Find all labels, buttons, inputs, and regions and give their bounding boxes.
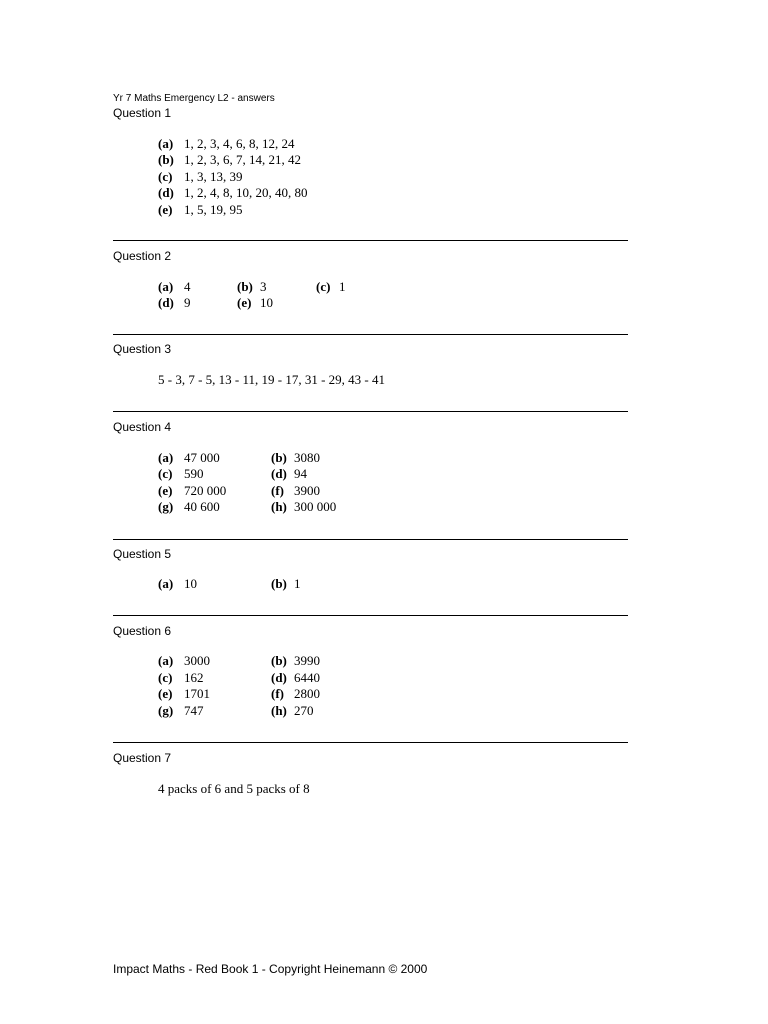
section-divider — [113, 615, 628, 616]
answer-label: (c) — [316, 279, 331, 294]
question-1-heading: Question 1 — [113, 106, 172, 120]
q2-answer-a — [158, 279, 191, 295]
answer-label: (b) — [271, 450, 287, 465]
footer-copyright: Impact Maths - Red Book 1 - Copyright Heinemann © 2000 — [113, 962, 428, 976]
answer-value: 1701 — [184, 686, 210, 701]
q2-answer-d — [158, 295, 191, 311]
section-divider — [113, 240, 628, 241]
answer-value: 40 600 — [184, 499, 220, 514]
answer-value: 3900 — [294, 483, 320, 498]
answer-value: 9 — [184, 295, 191, 310]
q4-answer-e — [158, 483, 227, 499]
q3-answer: 5 - 3, 7 - 5, 13 - 11, 19 - 17, 31 - 29, 43 - 41 — [158, 372, 385, 387]
section-divider — [113, 539, 628, 540]
q6-answer-a — [158, 653, 210, 669]
question-6-heading: Question 6 — [113, 624, 172, 638]
q1-answer-e — [158, 202, 243, 218]
answer-label: (g) — [158, 703, 174, 718]
answer-value: 1 — [294, 576, 301, 591]
answer-value: 4 — [184, 279, 191, 294]
answer-value: 3080 — [294, 450, 320, 465]
answer-label: (c) — [158, 466, 173, 481]
answer-label: (a) — [158, 279, 174, 294]
question-4-heading: Question 4 — [113, 420, 172, 434]
question-5-heading: Question 5 — [113, 547, 172, 561]
q1-answer-a — [158, 136, 295, 152]
q4-answer-g — [158, 499, 220, 515]
answer-label: (e) — [158, 202, 173, 217]
q6-answer-g — [158, 703, 204, 719]
answer-label: (h) — [271, 703, 287, 718]
q4-answer-a — [158, 450, 220, 466]
q4-answer-c — [158, 466, 204, 482]
q5-answer-a — [158, 576, 197, 592]
q5-answer-b — [271, 576, 301, 592]
q6-answer-h — [271, 703, 314, 719]
q1-answer-c — [158, 169, 243, 185]
q7-answer: 4 packs of 6 and 5 packs of 8 — [158, 781, 310, 796]
answer-value: 1, 5, 19, 95 — [184, 202, 243, 217]
answer-label: (d) — [158, 295, 174, 310]
answer-label: (b) — [271, 653, 287, 668]
answer-label: (a) — [158, 136, 174, 151]
q1-answer-b — [158, 152, 301, 168]
answer-label: (e) — [237, 295, 252, 310]
answer-value: 3 — [260, 279, 267, 294]
answer-label: (g) — [158, 499, 174, 514]
section-divider — [113, 742, 628, 743]
answer-label: (a) — [158, 450, 174, 465]
section-divider — [113, 411, 628, 412]
answer-value: 1, 3, 13, 39 — [184, 169, 243, 184]
q4-answer-h — [271, 499, 337, 515]
q4-answer-b — [271, 450, 320, 466]
q4-answer-d — [271, 466, 307, 482]
answer-value: 10 — [184, 576, 197, 591]
answer-value: 2800 — [294, 686, 320, 701]
answer-label: (c) — [158, 169, 173, 184]
q6-answer-e — [158, 686, 210, 702]
answer-label: (b) — [271, 576, 287, 591]
q2-answer-e — [237, 295, 273, 311]
answer-value: 6440 — [294, 670, 320, 685]
answer-label: (c) — [158, 670, 173, 685]
answer-value: 270 — [294, 703, 314, 718]
answer-label: (f) — [271, 483, 284, 498]
answer-value: 47 000 — [184, 450, 220, 465]
q6-answer-b — [271, 653, 320, 669]
answer-value: 10 — [260, 295, 273, 310]
answer-value: 162 — [184, 670, 204, 685]
q2-answer-b — [237, 279, 267, 295]
answer-label: (a) — [158, 653, 174, 668]
answer-label: (b) — [158, 152, 174, 167]
question-3-heading: Question 3 — [113, 342, 172, 356]
answer-value: 1 — [339, 279, 346, 294]
document-title: Yr 7 Maths Emergency L2 - answers — [113, 93, 275, 104]
answer-value: 1, 2, 3, 6, 7, 14, 21, 42 — [184, 152, 301, 167]
answer-value: 3990 — [294, 653, 320, 668]
answer-label: (d) — [271, 466, 287, 481]
answer-label: (d) — [271, 670, 287, 685]
answer-value: 300 000 — [294, 499, 337, 514]
section-divider — [113, 334, 628, 335]
answer-value: 3000 — [184, 653, 210, 668]
answer-label: (d) — [158, 185, 174, 200]
answer-value: 94 — [294, 466, 307, 481]
question-7-heading: Question 7 — [113, 751, 172, 765]
q6-answer-c — [158, 670, 204, 686]
answer-label: (e) — [158, 686, 173, 701]
answer-label: (a) — [158, 576, 174, 591]
answer-value: 590 — [184, 466, 204, 481]
answer-value: 720 000 — [184, 483, 227, 498]
answer-value: 1, 2, 4, 8, 10, 20, 40, 80 — [184, 185, 308, 200]
q4-answer-f — [271, 483, 320, 499]
answer-value: 1, 2, 3, 4, 6, 8, 12, 24 — [184, 136, 295, 151]
q6-answer-d — [271, 670, 320, 686]
answer-label: (b) — [237, 279, 253, 294]
q2-answer-c — [316, 279, 346, 295]
answer-value: 747 — [184, 703, 204, 718]
answer-label: (f) — [271, 686, 284, 701]
q6-answer-f — [271, 686, 320, 702]
answer-label: (h) — [271, 499, 287, 514]
answer-label: (e) — [158, 483, 173, 498]
question-2-heading: Question 2 — [113, 249, 172, 263]
q1-answer-d — [158, 185, 308, 201]
